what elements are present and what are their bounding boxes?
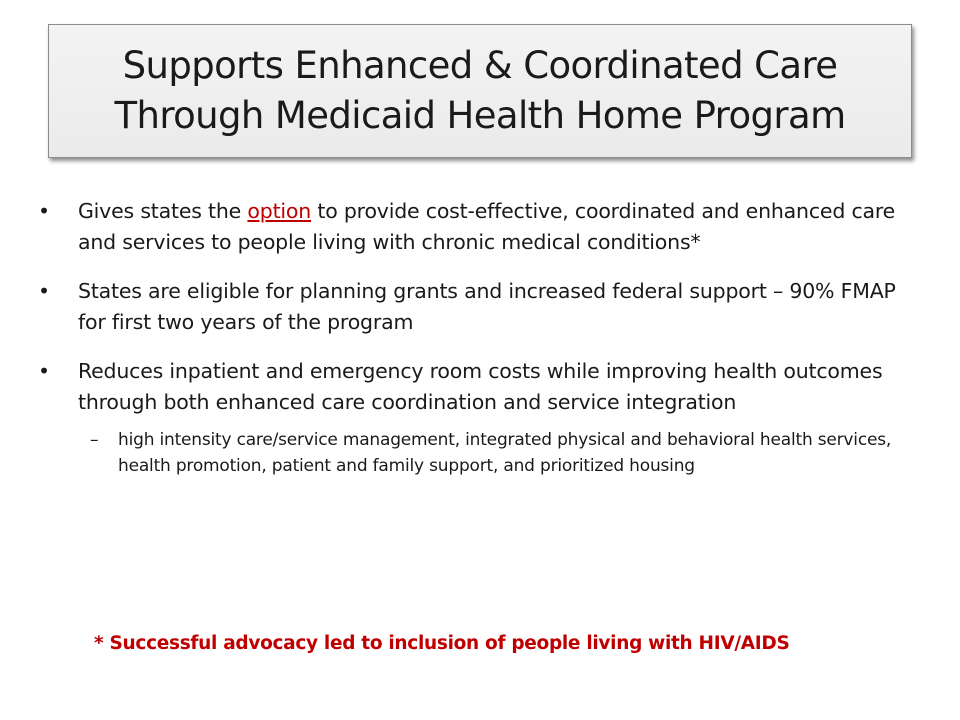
subbullet-item-services bbox=[36, 428, 916, 479]
bullet-text-before: Gives states the bbox=[78, 199, 248, 223]
bullet-text-after: to provide cost-effective, coordinated and enhanced care and services to people living with chronic medical conditions* bbox=[78, 199, 896, 254]
bullet-text: Reduces inpatient and emergency room costs while improving health outcomes through both enhanced care coordination and service integration bbox=[78, 359, 883, 414]
bullet-list bbox=[36, 196, 916, 479]
subbullet-text: high intensity care/service management, integrated physical and behavioral health services, health promotion, patient and family support, and prioritized housing bbox=[118, 430, 892, 476]
title-line-1: Supports Enhanced & Coordinated Care bbox=[122, 44, 838, 87]
bullet-dot-icon: • bbox=[38, 359, 50, 383]
bullet-text: States are eligible for planning grants and increased federal support – 90% FMAP for first two years of the program bbox=[78, 279, 896, 334]
title-line-2: Through Medicaid Health Home Program bbox=[114, 94, 846, 137]
dash-icon: – bbox=[90, 430, 99, 450]
bullet-item-grants bbox=[36, 276, 916, 338]
slide-title bbox=[114, 41, 845, 141]
footnote: * Successful advocacy led to inclusion of people living with HIV/AIDS bbox=[94, 633, 790, 654]
bullet-dot-icon: • bbox=[38, 199, 50, 223]
bullet-item-option bbox=[36, 196, 916, 258]
bullet-dot-icon: • bbox=[38, 279, 50, 303]
bullet-item-costs bbox=[36, 356, 916, 418]
option-highlight: option bbox=[247, 199, 312, 223]
title-box bbox=[48, 24, 912, 158]
